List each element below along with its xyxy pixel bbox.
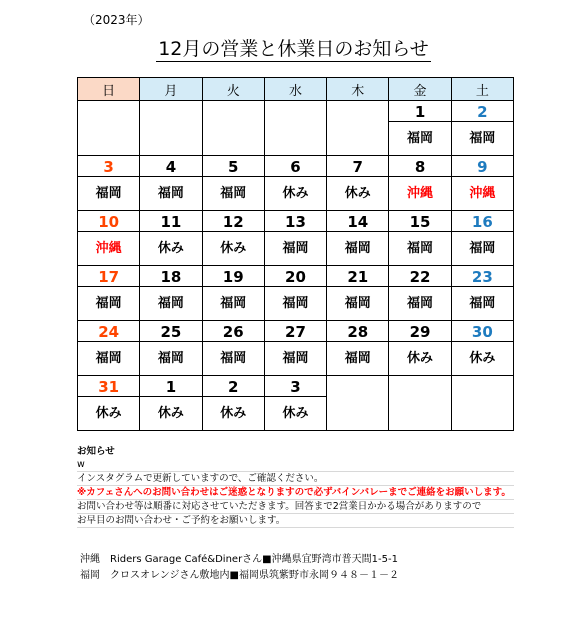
- day-status: 沖縄: [389, 176, 450, 210]
- day-status: 休み: [203, 396, 264, 430]
- calendar-week-row: [78, 101, 514, 156]
- day-status: 福岡: [327, 231, 388, 265]
- calendar-week-row: [78, 211, 514, 266]
- day-number: 26: [222, 323, 244, 341]
- day-status: 福岡: [78, 341, 139, 375]
- calendar-day-cell: [451, 321, 513, 376]
- calendar-day-cell: [451, 101, 513, 156]
- notice-line: お早目のお問い合わせ・ご予約をお願いします。: [77, 514, 514, 528]
- notice-heading: お知らせ: [77, 446, 115, 457]
- day-number: 31: [98, 378, 120, 396]
- day-status: 福岡: [203, 176, 264, 210]
- calendar-day-cell: [78, 266, 140, 321]
- day-number: 18: [160, 268, 182, 286]
- calendar-day-cell: [327, 266, 389, 321]
- day-number: [265, 101, 326, 121]
- calendar-day-cell: [264, 156, 326, 211]
- day-status: 福岡: [452, 121, 513, 155]
- day-number: 2: [227, 378, 239, 396]
- day-status: [265, 121, 326, 154]
- day-status: 福岡: [265, 286, 326, 320]
- calendar-day-cell: [78, 211, 140, 266]
- calendar-day-cell: [202, 101, 264, 156]
- day-status: [452, 396, 513, 429]
- day-status: 福岡: [389, 121, 450, 155]
- day-status: 福岡: [203, 286, 264, 320]
- calendar-day-cell: [264, 266, 326, 321]
- calendar-week-row: [78, 266, 514, 321]
- day-number: 7: [352, 158, 363, 176]
- day-number: [78, 101, 139, 121]
- weekday-header: 木: [327, 78, 389, 101]
- day-number: [327, 376, 388, 396]
- weekday-header: 日: [78, 78, 140, 101]
- day-number: 8: [414, 158, 426, 176]
- calendar-day-cell: [327, 376, 389, 431]
- day-status: [78, 121, 139, 154]
- calendar-week-row: [78, 321, 514, 376]
- day-status: 福岡: [78, 176, 139, 210]
- day-number: 15: [409, 213, 431, 231]
- calendar-day-cell: [202, 321, 264, 376]
- notice-line: お問い合わせ等は順番に対応させていただきます。回答まで2営業日かかる場合がありますので: [77, 500, 514, 514]
- calendar-day-cell: [451, 156, 513, 211]
- calendar-day-cell: [78, 101, 140, 156]
- day-status: 福岡: [78, 286, 139, 320]
- calendar-day-cell: [389, 101, 451, 156]
- day-number: 20: [285, 268, 306, 286]
- day-status: [203, 121, 264, 154]
- calendar-day-cell: [140, 211, 202, 266]
- calendar-day-cell: [451, 211, 513, 266]
- day-status: 福岡: [389, 231, 450, 265]
- day-status: 福岡: [203, 341, 264, 375]
- day-number: 29: [409, 323, 431, 341]
- day-status: [140, 121, 201, 154]
- page-title: [0, 34, 587, 61]
- calendar-day-cell: [78, 321, 140, 376]
- calendar-day-cell: [140, 156, 202, 211]
- day-status: 福岡: [140, 176, 201, 210]
- calendar-day-cell: [389, 376, 451, 431]
- day-number: 11: [160, 213, 182, 231]
- calendar-day-cell: [264, 101, 326, 156]
- day-number: 5: [227, 158, 239, 176]
- day-number: 25: [160, 323, 182, 341]
- weekday-header: 土: [451, 78, 513, 101]
- calendar-day-cell: [202, 266, 264, 321]
- day-number: 27: [285, 323, 306, 341]
- calendar-day-cell: [389, 266, 451, 321]
- day-number: 1: [414, 103, 426, 121]
- day-status: 沖縄: [78, 231, 139, 265]
- day-status: 沖縄: [452, 176, 513, 210]
- day-number: [452, 376, 513, 396]
- weekday-header-row: [78, 78, 514, 101]
- day-status: [389, 396, 450, 429]
- day-status: 福岡: [265, 231, 326, 265]
- day-status: 福岡: [327, 341, 388, 375]
- notice-line: w: [77, 458, 514, 472]
- calendar-week-row: [78, 376, 514, 431]
- calendar-day-cell: [264, 376, 326, 431]
- calendar-day-cell: [140, 376, 202, 431]
- calendar-day-cell: [327, 211, 389, 266]
- calendar-day-cell: [202, 376, 264, 431]
- weekday-header: 火: [202, 78, 264, 101]
- calendar-day-cell: [389, 211, 451, 266]
- day-status: 福岡: [452, 286, 513, 320]
- day-number: [389, 376, 450, 396]
- day-number: 24: [98, 323, 120, 341]
- day-number: 19: [222, 268, 244, 286]
- day-status: 福岡: [327, 286, 388, 320]
- day-number: 10: [98, 213, 120, 231]
- day-status: 休み: [265, 396, 326, 430]
- day-status: 休み: [140, 396, 201, 430]
- calendar-day-cell: [327, 101, 389, 156]
- calendar-day-cell: [140, 321, 202, 376]
- calendar-week-row: [78, 156, 514, 211]
- day-number: 16: [471, 213, 493, 231]
- day-status: [327, 121, 388, 154]
- calendar-day-cell: [140, 266, 202, 321]
- day-status: 休み: [389, 341, 450, 375]
- fukuoka-address: 福岡 クロスオレンジさん敷地内■福岡県筑紫野市永岡９４８－１－２: [80, 570, 399, 581]
- day-status: 福岡: [265, 341, 326, 375]
- notice-line: インスタグラムで更新していますので、ご確認ください。: [77, 472, 514, 486]
- day-status: 休み: [452, 341, 513, 375]
- calendar-table: [77, 77, 514, 431]
- day-number: 3: [290, 378, 301, 396]
- calendar-day-cell: [451, 376, 513, 431]
- day-status: 休み: [203, 231, 264, 265]
- calendar-day-cell: [389, 321, 451, 376]
- title-text: 12月の営業と休業日のお知らせ: [158, 38, 429, 60]
- notice-warning-line: ※カフェさんへのお問い合わせはご迷惑となりますので必ずバインバレーまでご連絡をお願いします。: [77, 486, 514, 500]
- day-status: 休み: [265, 176, 326, 210]
- day-number: 2: [477, 103, 488, 121]
- day-status: 福岡: [140, 286, 201, 320]
- day-status: 福岡: [140, 341, 201, 375]
- day-number: [327, 101, 388, 121]
- day-status: 福岡: [389, 286, 450, 320]
- day-status: 休み: [327, 176, 388, 210]
- day-number: [140, 101, 201, 121]
- calendar-day-cell: [78, 376, 140, 431]
- day-number: 13: [285, 213, 306, 231]
- day-number: 17: [98, 268, 120, 286]
- weekday-header: 月: [140, 78, 202, 101]
- calendar-day-cell: [202, 211, 264, 266]
- weekday-header: 金: [389, 78, 451, 101]
- day-status: 休み: [140, 231, 201, 265]
- calendar-day-cell: [140, 101, 202, 156]
- day-status: 休み: [78, 396, 139, 430]
- notice-section: [77, 445, 514, 528]
- day-number: 22: [409, 268, 431, 286]
- weekday-header: 水: [264, 78, 326, 101]
- calendar-day-cell: [202, 156, 264, 211]
- calendar-day-cell: [451, 266, 513, 321]
- calendar-day-cell: [327, 321, 389, 376]
- day-number: 4: [165, 158, 177, 176]
- calendar-day-cell: [264, 211, 326, 266]
- day-status: 福岡: [452, 231, 513, 265]
- day-number: 3: [103, 158, 114, 176]
- calendar-day-cell: [264, 321, 326, 376]
- day-number: 28: [347, 323, 369, 341]
- day-number: 6: [290, 158, 301, 176]
- day-number: 23: [471, 268, 493, 286]
- year-label: （2023年）: [83, 13, 150, 27]
- calendar-day-cell: [389, 156, 451, 211]
- day-number: 9: [477, 158, 488, 176]
- calendar-body: [78, 101, 514, 431]
- day-number: [203, 101, 264, 121]
- day-status: [327, 396, 388, 429]
- calendar-day-cell: [327, 156, 389, 211]
- day-number: 12: [222, 213, 244, 231]
- day-number: 21: [347, 268, 369, 286]
- day-number: 1: [165, 378, 177, 396]
- day-number: 14: [347, 213, 369, 231]
- calendar-day-cell: [78, 156, 140, 211]
- day-number: 30: [471, 323, 493, 341]
- okinawa-address: 沖縄 Riders Garage Café&Dinerさん■沖縄県宜野湾市普天間1-5-1: [80, 554, 398, 565]
